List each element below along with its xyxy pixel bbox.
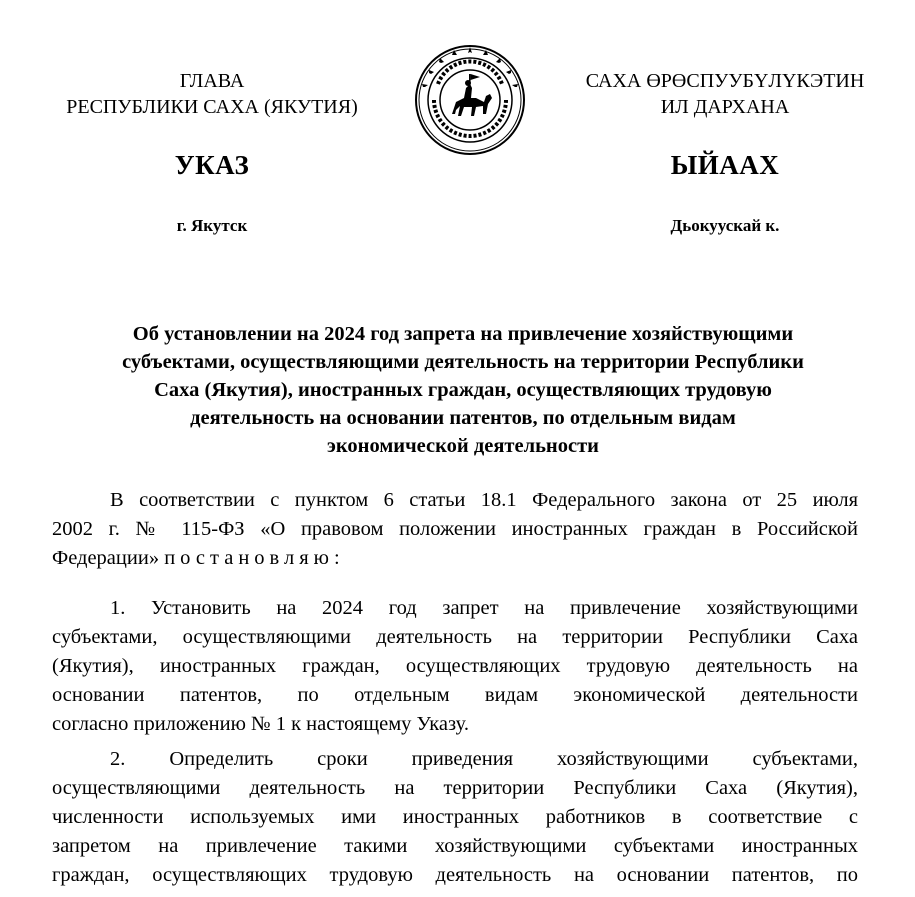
header-right-line-2: ИЛ ДАРХАНА [660,96,790,118]
decree-label-ru: УКАЗ [174,150,250,180]
item-line: согласно приложению № 1 к настоящему Указу. [52,713,469,735]
header-left-line-1: ГЛАВА [179,70,245,92]
city-sah: Дьокуускай к. [670,216,780,235]
title-line: деятельность на основании патентов, по отдельным видам [190,407,736,429]
preamble-line: 2002 г. № 115-ФЗ «О правовом положении иностранных граждан в Российской [52,518,858,540]
header-right-sah [545,68,905,120]
item-line: основании патентов, по отдельным видам экономической деятельности [52,684,858,706]
decree-label-sah: ЫЙААХ [670,150,780,180]
title-line: Об установлении на 2024 год запрета на привлечение хозяйствующими [132,323,794,345]
item-line: осуществляющими деятельность на территории Республики Саха (Якутия), [52,777,858,799]
header-right-line-1: САХА ӨРӨСПУУБҮЛҮКЭТИН [585,70,865,92]
title-line: Саха (Якутия), иностранных граждан, осуществляющих трудовую [154,379,772,401]
item-line: 1. Установить на 2024 год запрет на привлечение хозяйствующими [110,597,858,619]
item-line: граждан, осуществляющих трудовую деятельность на основании патентов, по [52,864,858,886]
preamble-line: В соответствии с пунктом 6 статьи 18.1 Федерального закона от 25 июля [110,489,858,511]
item-line: (Якутия), иностранных граждан, осуществляющих трудовую деятельность на [52,655,858,677]
document-title [38,320,888,460]
title-line: субъектами, осуществляющими деятельность на территории Республики [122,351,804,373]
item-1-paragraph [52,594,858,739]
header-left-ru [22,68,402,120]
coat-of-arms-icon [414,44,526,156]
item-line: субъектами, осуществляющими деятельность на территории Республики Саха [52,626,858,648]
title-line: экономической деятельности [327,435,599,457]
header-left-line-2: РЕСПУБЛИКИ САХА (ЯКУТИЯ) [66,96,358,118]
preamble-paragraph [52,486,858,573]
resolve-keyword: постановляю: [164,547,345,569]
item-2-paragraph [52,745,858,890]
city-ru: г. Якутск [176,216,248,235]
preamble-line [52,544,858,573]
item-line: запретом на привлечение такими хозяйствующими субъектами иностранных [52,835,858,857]
item-line: численности используемых ими иностранных работников в соответствие с [52,806,858,828]
preamble-prefix: Федерации» [52,547,160,569]
item-line: 2. Определить сроки приведения хозяйствующими субъектами, [110,748,858,770]
